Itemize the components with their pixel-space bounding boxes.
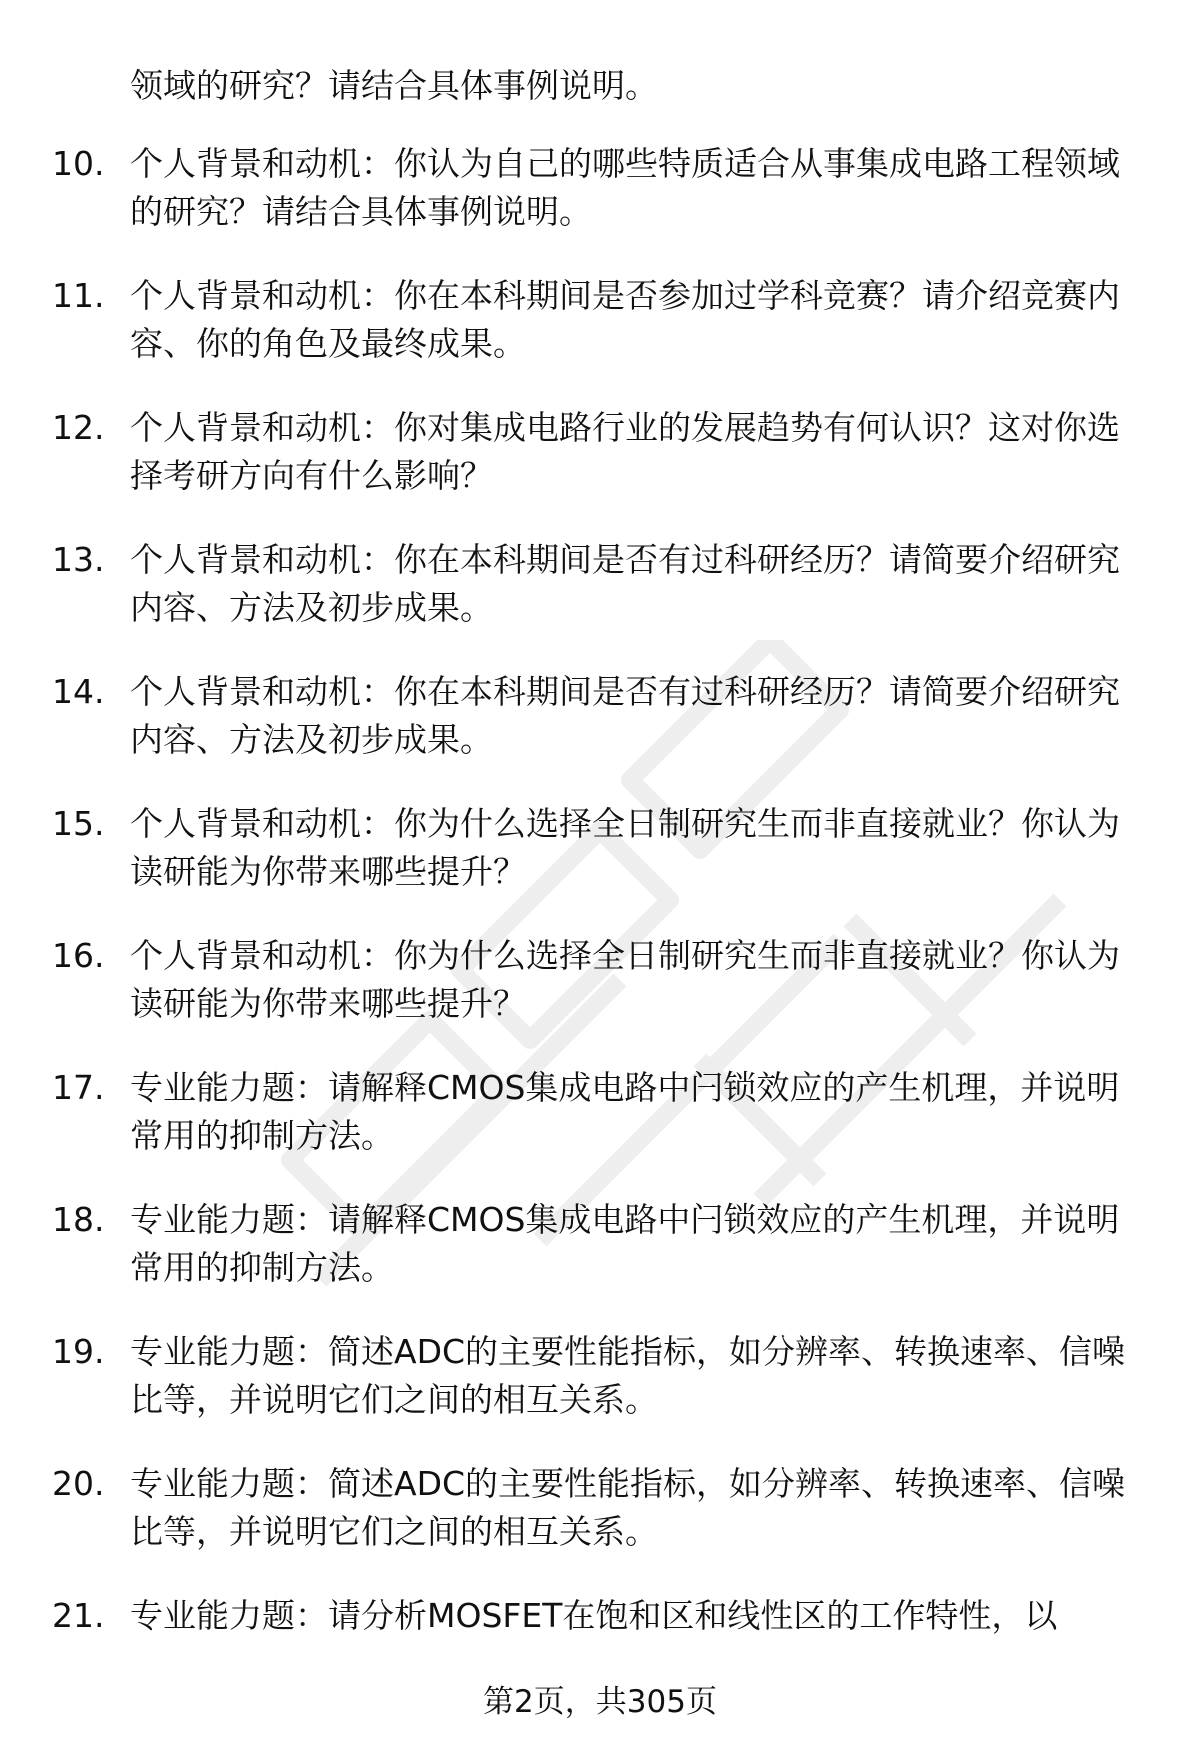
question-item [0,932,1200,1064]
question-text: 个人背景和动机：你认为自己的哪些特质适合从事集成电路工程领域的研究？请结合具体事例说明。 [130,144,1120,231]
question-number: 18. [52,1200,105,1239]
question-item [0,1460,1200,1592]
question-text: 个人背景和动机：你在本科期间是否有过科研经历？请简要介绍研究内容、方法及初步成果。 [130,540,1120,627]
page-number-footer: 第2页，共305页 [483,1684,717,1720]
question-item [0,668,1200,800]
question-item [0,140,1200,272]
question-text: 专业能力题：请解释CMOS集成电路中闩锁效应的产生机理，并说明常用的抑制方法。 [130,1200,1120,1287]
question-item [0,800,1200,932]
question-item [0,1328,1200,1460]
question-number: 21. [52,1596,105,1635]
question-text: 专业能力题：简述ADC的主要性能指标，如分辨率、转换速率、信噪比等，并说明它们之间的相互关系。 [130,1464,1126,1551]
question-text: 个人背景和动机：你为什么选择全日制研究生而非直接就业？你认为读研能为你带来哪些提升？ [130,936,1120,1023]
question-item [0,404,1200,536]
question-number: 14. [52,672,105,711]
question-text: 专业能力题：请分析MOSFET在饱和区和线性区的工作特性，以 [130,1596,1058,1635]
question-number: 17. [52,1068,105,1107]
question-text: 个人背景和动机：你为什么选择全日制研究生而非直接就业？你认为读研能为你带来哪些提升？ [130,804,1120,891]
question-item [0,1064,1200,1196]
question-text: 个人背景和动机：你对集成电路行业的发展趋势有何认识？这对你选择考研方向有什么影响？ [130,408,1120,495]
question-number: 19. [52,1332,105,1371]
question-number: 20. [52,1464,105,1503]
question-number: 13. [52,540,105,579]
question-item [0,272,1200,404]
question-text: 个人背景和动机：你在本科期间是否参加过学科竞赛？请介绍竞赛内容、你的角色及最终成果。 [130,276,1120,363]
question-number: 12. [52,408,105,447]
question-text: 专业能力题：请解释CMOS集成电路中闩锁效应的产生机理，并说明常用的抑制方法。 [130,1068,1120,1155]
question-number: 15. [52,804,105,843]
question-number: 11. [52,276,105,315]
question-text: 个人背景和动机：你在本科期间是否有过科研经历？请简要介绍研究内容、方法及初步成果。 [130,672,1120,759]
continued-question-text: 领域的研究？请结合具体事例说明。 [130,66,658,105]
question-number: 16. [52,936,105,975]
question-number: 10. [52,144,105,183]
question-item [0,536,1200,668]
question-list [0,140,1200,1724]
question-text: 专业能力题：简述ADC的主要性能指标，如分辨率、转换速率、信噪比等，并说明它们之间的相互关系。 [130,1332,1126,1419]
question-item [0,1196,1200,1328]
